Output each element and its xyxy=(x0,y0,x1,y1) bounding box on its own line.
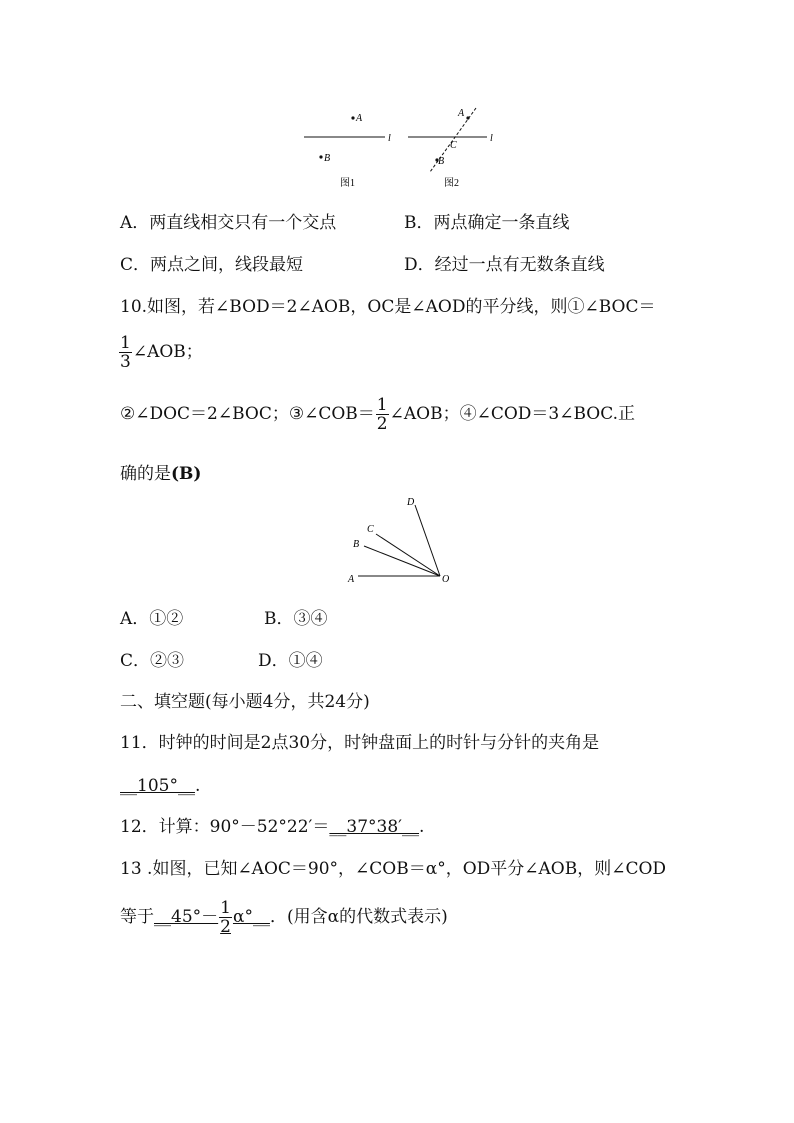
q12-answer: __37°38′__ xyxy=(329,817,420,837)
fig2-label-a: A xyxy=(458,108,465,119)
figure-2 xyxy=(408,108,493,189)
q9-option-d: D．经过一点有无数条直线 xyxy=(404,255,605,275)
fig1-label-b: B xyxy=(324,153,331,164)
q13-stem: 13 .如图，已知∠AOC＝90°，∠COB＝α°，OD平分∠AOB，则∠COD xyxy=(120,859,667,879)
angle-label-b: B xyxy=(353,539,360,550)
q10-angle-figure xyxy=(340,490,460,590)
figure-1 xyxy=(304,113,391,189)
q9-option-c: C．两点之间，线段最短 xyxy=(120,255,304,275)
q9-option-b: B．两点确定一条直线 xyxy=(404,213,570,233)
q10-option-b: B．③④ xyxy=(264,609,328,629)
q10-answer: (B) xyxy=(171,464,202,484)
angle-label-d: D xyxy=(407,497,415,508)
q10-fraction-2: $\frac{1}{2}$ xyxy=(376,395,388,434)
q11-answer: __105°__ xyxy=(120,776,195,796)
q10-option-a: A．①② xyxy=(120,609,184,629)
fig1-label-a: A xyxy=(356,113,363,124)
angle-label-a: A xyxy=(348,574,355,585)
q10-stem-line2: $\frac{1}{3}$ ∠AOB； xyxy=(120,333,203,372)
fig1-caption: 图1 xyxy=(340,178,355,189)
fig1-label-l: l xyxy=(388,133,391,144)
fig2-label-l: l xyxy=(490,133,493,144)
q10-fraction-1: $\frac{1}{3}$ xyxy=(120,333,131,372)
section-heading: 二、填空题(每小题4分，共24分) xyxy=(120,692,370,712)
q12-line: 12．计算：90°－52°22′＝__37°38′__. xyxy=(120,817,425,837)
figure-1-2 xyxy=(290,100,520,195)
q10-option-d: D．①④ xyxy=(258,651,323,671)
fig2-caption: 图2 xyxy=(444,178,459,189)
q10-stem-line1: 10.如图，若∠BOD＝2∠AOB，OC是∠AOD的平分线，则①∠BOC＝ xyxy=(120,297,656,317)
q13-answer-line: 等于__45°－ $\frac{1}{2}$ α°__．(用含α的代数式表示) xyxy=(120,898,448,937)
q10-stem-line4: 确的是(B) xyxy=(120,464,202,484)
fig2-label-c: C xyxy=(450,140,457,151)
fig2-label-b: B xyxy=(438,156,445,167)
angle-label-o: O xyxy=(442,574,450,585)
q9-option-a: A．两直线相交只有一个交点 xyxy=(120,213,337,233)
q13-answer-part1: __45°－ xyxy=(154,907,219,927)
q10-option-c: C．②③ xyxy=(120,651,185,671)
q11-answer-line: __105°__. xyxy=(120,776,201,796)
angle-label-c: C xyxy=(367,524,374,535)
q11-stem: 11．时钟的时间是2点30分，时钟盘面上的时针与分针的夹角是 xyxy=(120,733,600,753)
q13-answer-part2: α°__ xyxy=(232,907,270,927)
q10-stem-line3: ②∠DOC＝2∠BOC；③∠COB＝ $\frac{1}{2}$ ∠AOB；④∠COD＝3∠BOC.正 xyxy=(120,395,636,434)
q13-fraction: $\frac{1}{2}$ xyxy=(220,898,231,937)
